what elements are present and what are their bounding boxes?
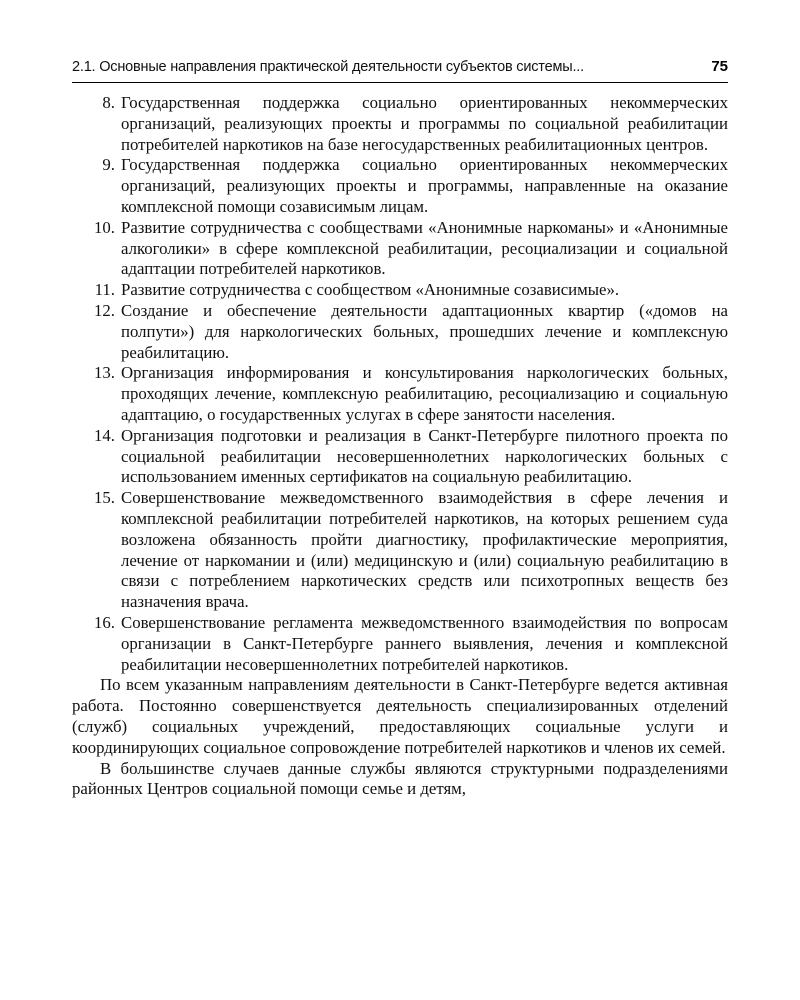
list-item-number: 12.	[94, 300, 115, 320]
running-header	[72, 56, 728, 83]
list-item	[72, 488, 728, 613]
list-item-number: 11.	[94, 280, 115, 300]
list-item-number: 13.	[94, 363, 115, 383]
list-item-text: Совершенствование межведомственного взаимодействия в сфере лечения и комплексной реабилитации потребителей наркотиков, на которых решением суда возложена обязанность пройти диагностику, профилактические мероприятия, лечение от наркомании и (или) медицинскую и (или) социальную реабилитацию в связи с потреблением наркотических средств или психотропных веществ без назначения врача.	[121, 488, 728, 612]
list-item-text: Государственная поддержка социально ориентированных некоммерческих организаций, реализующих проекты и программы по социальной реабилитации потребителей наркотиков на базе негосударственных реабилитационных центров.	[121, 93, 728, 154]
list-item-number: 16.	[94, 612, 115, 632]
list-item-number: 8.	[102, 93, 115, 112]
body-paragraph: По всем указанным направлениям деятельности в Санкт-Петербурге ведется активная работа. Постоянно совершенствуется деятельность специализированных отделений (служб) социальных учреждений, предоставляющих социальные услуги и координирующих социальное сопровождение потребителей наркотиков и членов их семей.	[72, 675, 728, 757]
list-item	[72, 218, 728, 280]
list-item-text: Развитие сотрудничества с сообществом «Анонимные созависимые».	[121, 280, 620, 300]
list-item	[72, 613, 728, 675]
list-item-number: 15.	[94, 488, 115, 508]
list-item-text: Государственная поддержка социально ориентированных некоммерческих организаций, реализующих проекты и программы, направленные на оказание комплексной помощи созависимым лицам.	[121, 155, 728, 216]
numbered-list	[72, 93, 728, 675]
list-item	[72, 426, 728, 488]
body-text	[72, 93, 728, 800]
list-item	[72, 363, 728, 425]
list-item-text: Совершенствование регламента межведомственного взаимодействия по вопросам организации в Санкт-Петербурге раннего выявления, лечения и комплексной реабилитации несовершеннолетних потребителей наркотиков.	[121, 612, 728, 674]
page-number: 75	[711, 58, 728, 75]
list-item-text: Создание и обеспечение деятельности адаптационных квартир («домов на полпути») для наркологических больных, прошедших лечение и комплексную реабилитацию.	[121, 300, 728, 362]
list-item	[72, 155, 728, 217]
list-item-text: Развитие сотрудничества с сообществами «Анонимные наркоманы» и «Анонимные алкоголики» в сфере комплексной реабилитации, ресоциализации и социальной адаптации потребителей наркотиков.	[121, 217, 728, 279]
list-item-text: Организация подготовки и реализация в Санкт-Петербурге пилотного проекта по социальной реабилитации несовершеннолетних наркологических больных с использованием именных сертификатов на социальную реабилитацию.	[121, 425, 728, 487]
list-item	[72, 280, 728, 301]
list-item-number: 10.	[94, 217, 115, 237]
list-item-number: 14.	[94, 425, 115, 445]
body-paragraph: В большинстве случаев данные службы являются структурными подразделениями районных Центров социальной помощи семье и детям,	[72, 758, 728, 799]
header-title: 2.1. Основные направления практической деятельности субъектов системы...	[72, 59, 584, 75]
list-item	[72, 93, 728, 155]
list-item	[72, 301, 728, 363]
list-item-text: Организация информирования и консультирования наркологических больных, проходящих лечение, комплексную реабилитацию, ресоциализацию и социальную адаптацию, о государственных услугах в сфере занятости населения.	[121, 363, 728, 424]
list-item-number: 9.	[102, 155, 115, 175]
